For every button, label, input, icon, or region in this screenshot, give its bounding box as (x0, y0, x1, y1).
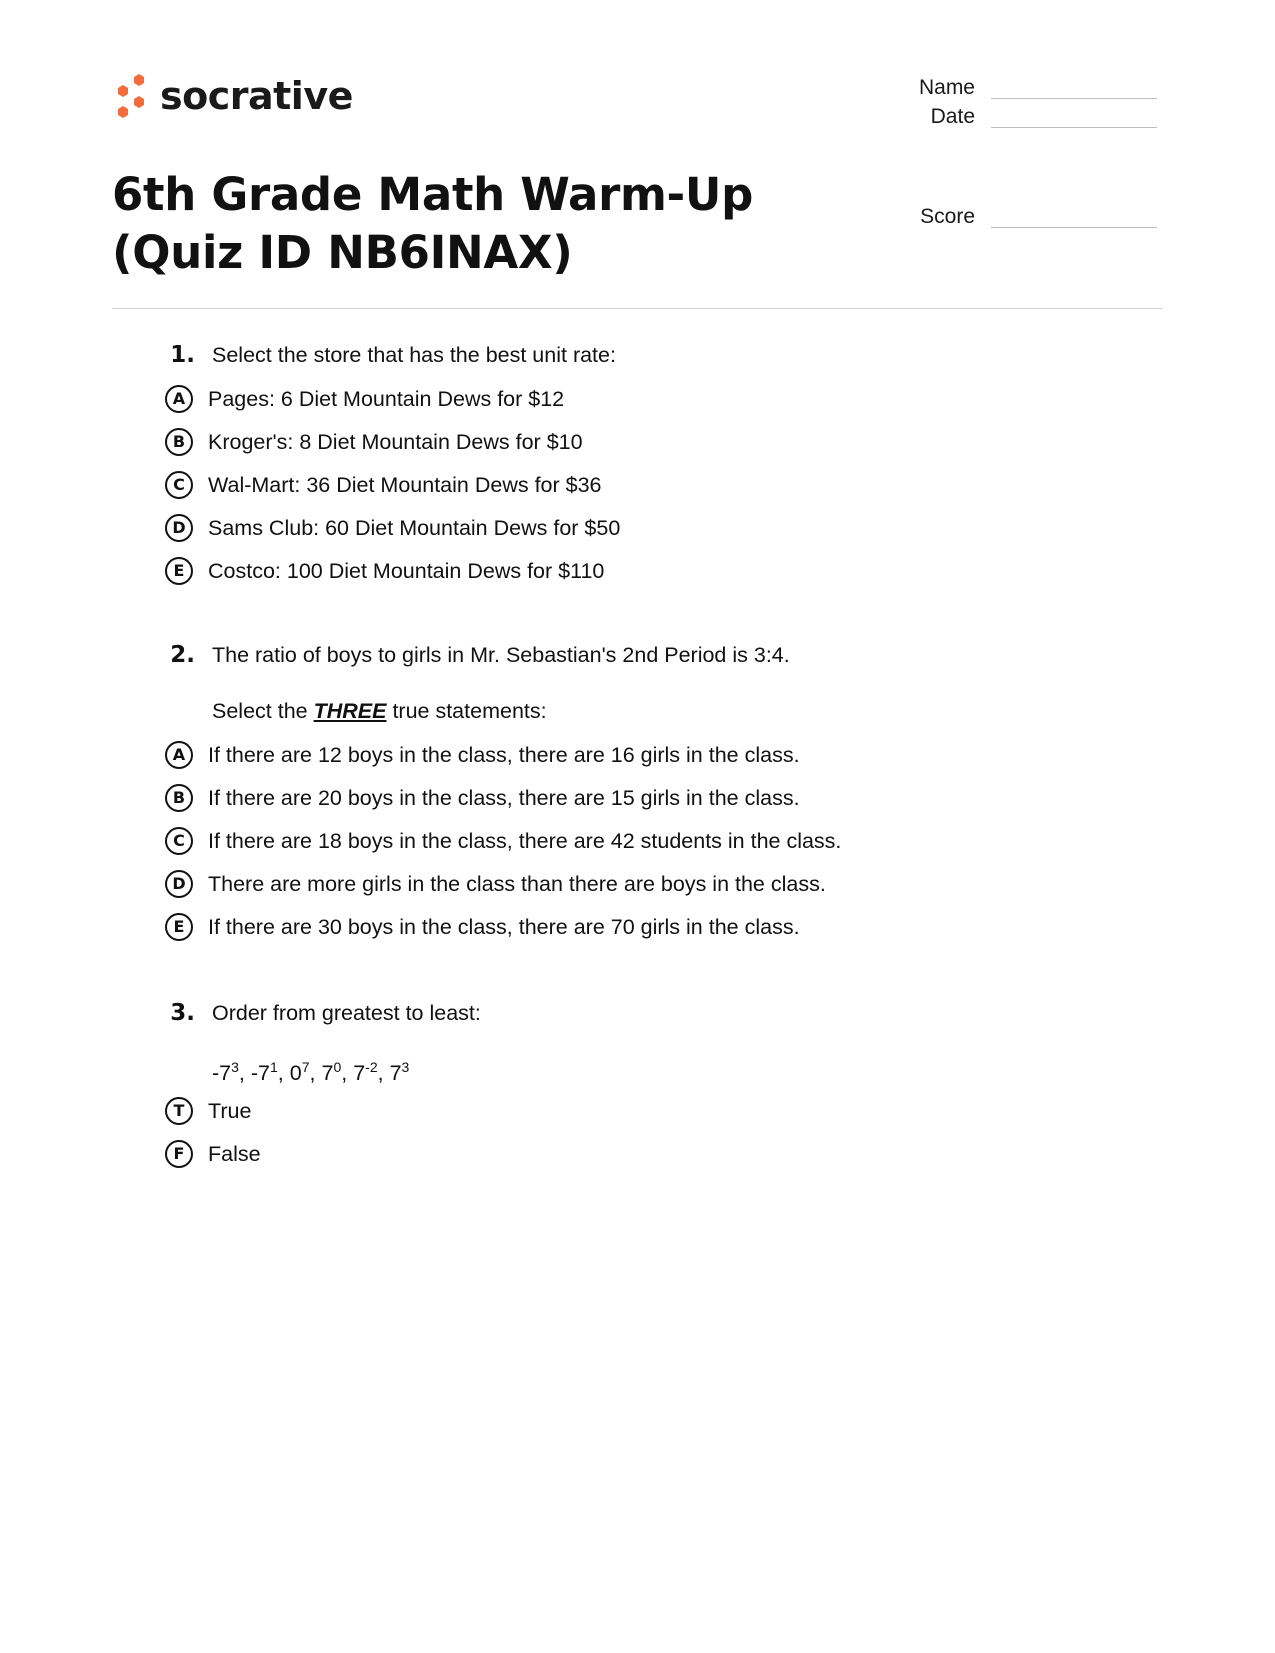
expression-term: $-7^3$, (212, 1058, 251, 1085)
choice-a[interactable] (165, 377, 1065, 420)
score-field[interactable] (877, 205, 1157, 229)
prompt-emphasis: THREE (313, 699, 387, 723)
choice-d[interactable] (165, 862, 1065, 905)
choice-c[interactable] (165, 819, 1065, 862)
choice-e[interactable] (165, 905, 1065, 948)
choice-text: Costco: 100 Diet Mountain Dews for $110 (208, 558, 605, 583)
choice-text: If there are 18 boys in the class, there are 42 students in the class. (208, 828, 842, 853)
name-label: Name (918, 76, 975, 99)
name-line[interactable] (991, 98, 1157, 99)
brand-name: socrative (160, 74, 353, 118)
choice-false[interactable] (165, 1132, 1065, 1175)
answer-bubble[interactable]: A (165, 741, 193, 769)
question-1 (165, 341, 1065, 592)
answer-bubble[interactable]: E (165, 913, 193, 941)
question-text: The ratio of boys to girls in Mr. Sebastian's 2nd Period is 3:4. (212, 643, 790, 667)
choice-text: Kroger's: 8 Diet Mountain Dews for $10 (208, 429, 583, 454)
date-line[interactable] (991, 127, 1157, 128)
choice-text: Wal-Mart: 36 Diet Mountain Dews for $36 (208, 472, 602, 497)
choice-list (165, 733, 1065, 948)
choice-text: If there are 20 boys in the class, there are 15 girls in the class. (208, 785, 800, 810)
expression-term: $7^{-2}$, (353, 1058, 390, 1085)
answer-bubble[interactable]: F (165, 1140, 193, 1168)
question-prompt (212, 697, 1065, 725)
question-number: 3. (170, 1000, 195, 1026)
header-divider (112, 308, 1162, 309)
expression-term: $7^0$, (321, 1058, 354, 1085)
score-line[interactable] (991, 227, 1157, 228)
choice-d[interactable] (165, 506, 1065, 549)
score-label: Score (920, 205, 975, 228)
question-number: 2. (170, 642, 195, 668)
choice-list (165, 1089, 1065, 1175)
question-3 (165, 999, 1065, 1175)
answer-bubble[interactable]: T (165, 1097, 193, 1125)
choice-text: Pages: 6 Diet Mountain Dews for $12 (208, 386, 565, 411)
date-label: Date (930, 105, 975, 128)
choice-text: There are more girls in the class than there are boys in the class. (208, 871, 826, 896)
expression-term: $7^3$ (389, 1058, 410, 1085)
name-field[interactable] (877, 76, 1157, 100)
choice-b[interactable] (165, 776, 1065, 819)
answer-bubble[interactable]: C (165, 827, 193, 855)
choice-text: Sams Club: 60 Diet Mountain Dews for $50 (208, 515, 621, 540)
question-text: Order from greatest to least: (212, 1001, 481, 1025)
answer-bubble[interactable]: B (165, 784, 193, 812)
expression-term: $0^7$, (289, 1058, 322, 1085)
choice-e[interactable] (165, 549, 1065, 592)
page-title: 6th Grade Math Warm-Up (Quiz ID NB6INAX) (112, 168, 754, 279)
socrative-logo (112, 72, 353, 120)
date-field[interactable] (877, 105, 1157, 129)
question-2 (165, 641, 1065, 948)
hexagon-cluster-icon (112, 72, 148, 120)
choice-text: False (208, 1141, 261, 1166)
choice-a[interactable] (165, 733, 1065, 776)
choice-text: If there are 30 boys in the class, there are 70 girls in the class. (208, 914, 800, 939)
question-number: 1. (170, 342, 195, 368)
choice-b[interactable] (165, 420, 1065, 463)
prompt-before: Select the (212, 699, 314, 723)
answer-bubble[interactable]: B (165, 428, 193, 456)
expression-term: $-7^1$, (250, 1058, 290, 1085)
exponent-expression (212, 1059, 1065, 1087)
question-text: Select the store that has the best unit rate: (212, 343, 616, 367)
answer-bubble[interactable]: A (165, 385, 193, 413)
prompt-after: true statements: (386, 699, 547, 723)
question-stem (165, 641, 1065, 669)
question-stem (165, 999, 1065, 1027)
choice-c[interactable] (165, 463, 1065, 506)
choice-text: If there are 12 boys in the class, there are 16 girls in the class. (208, 742, 800, 767)
answer-bubble[interactable]: E (165, 557, 193, 585)
answer-bubble[interactable]: D (165, 514, 193, 542)
choice-list (165, 377, 1065, 592)
question-stem (165, 341, 1065, 369)
answer-bubble[interactable]: C (165, 471, 193, 499)
choice-text: True (208, 1098, 252, 1123)
answer-bubble[interactable]: D (165, 870, 193, 898)
choice-true[interactable] (165, 1089, 1065, 1132)
